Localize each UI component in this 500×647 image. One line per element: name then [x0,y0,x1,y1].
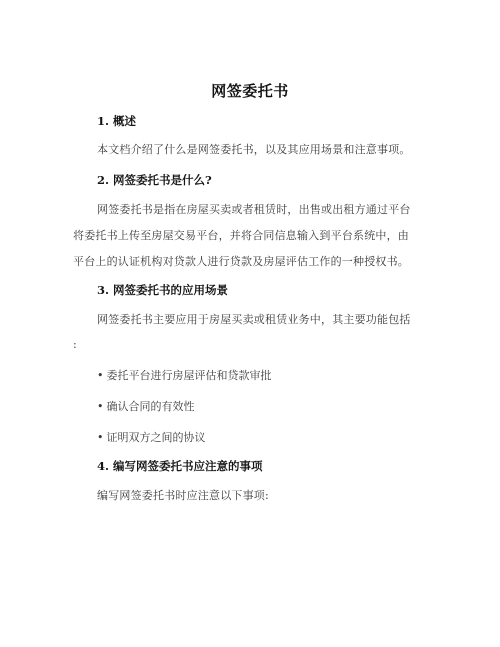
section-2-paragraph-line-1: 网签委托书是指在房屋买卖或者租赁时，出售或出租方通过平台 [97,203,411,216]
bullet-icon: • [97,400,104,413]
bullet-icon: • [97,431,104,444]
section-3-heading: 3. 网签委托书的应用场景 [97,283,229,297]
section-1-paragraph: 本文档介绍了什么是网签委托书，以及其应用场景和注意事项。 [97,143,411,156]
section-2-heading: 2. 网签委托书是什么? [97,173,212,187]
section-4-heading: 4. 编写网签委托书应注意的事项 [97,459,263,473]
list-item [97,367,272,383]
list-item [97,429,206,445]
list-item-label: 委托平台进行房屋评估和贷款审批 [106,369,272,382]
section-2-paragraph-line-3: 平台上的认证机构对贷款人进行贷款及房屋评估工作的一种授权书。 [73,255,409,268]
section-4-paragraph: 编写网签委托书时应注意以下事项: [97,489,269,502]
section-3-paragraph-line-1: 网签委托书主要应用于房屋买卖或租赁业务中，其主要功能包括 [97,313,411,326]
document-title: 网签委托书 [211,82,289,100]
list-item [97,398,195,414]
section-2-paragraph-line-2: 将委托书上传至房屋交易平台，并将合同信息输入到平台系统中，由 [73,229,409,242]
section-3-paragraph-line-2: : [73,338,77,351]
section-1-heading: 1. 概述 [97,114,137,128]
bullet-icon: • [97,369,104,382]
list-item-label: 证明双方之间的协议 [106,431,206,444]
list-item-label: 确认合同的有效性 [106,400,195,413]
